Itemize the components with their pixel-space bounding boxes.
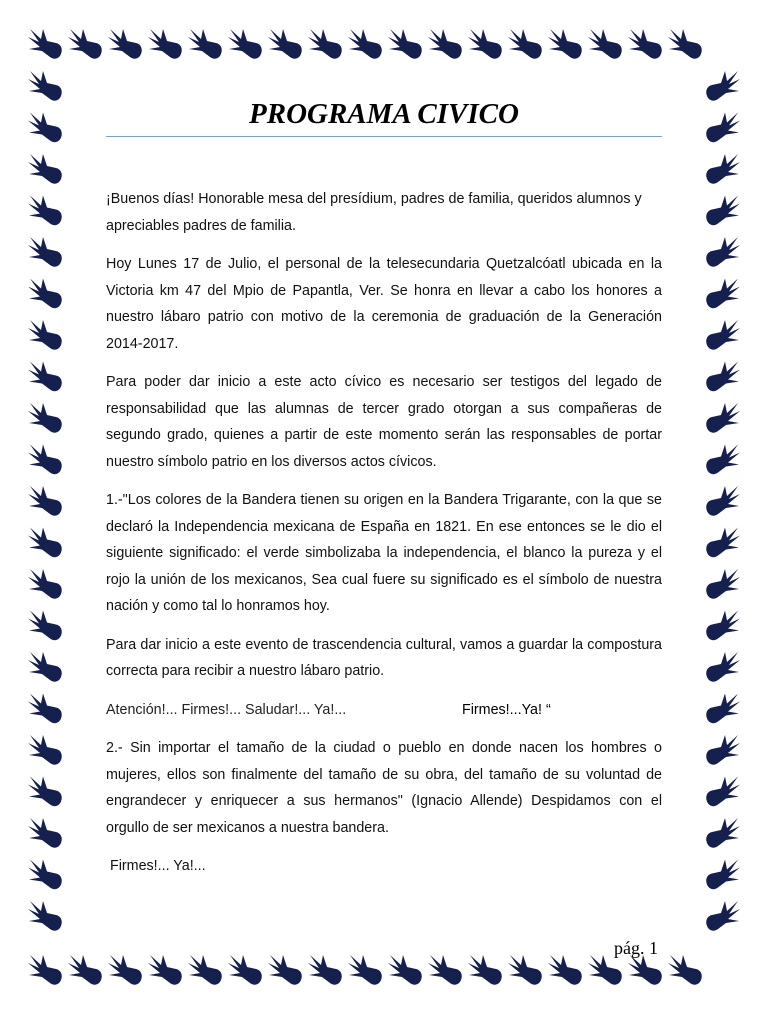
swallow-bird-icon [706,528,740,558]
swallow-bird-icon [108,29,142,59]
title-divider [106,136,662,137]
swallow-bird-icon [28,652,62,682]
swallow-bird-icon [668,955,702,985]
swallow-bird-icon [348,955,382,985]
swallow-bird-icon [706,735,740,765]
swallow-bird-icon [388,955,422,985]
swallow-bird-icon [28,611,62,641]
swallow-bird-icon [588,29,622,59]
swallow-bird-icon [28,569,62,599]
swallow-bird-icon [706,777,740,807]
greeting-paragraph: ¡Buenos días! Honorable mesa del presídium, padres de familia, queridos alumnos y apreciables padres de familia. [106,191,642,234]
swallow-bird-icon [388,29,422,59]
swallow-bird-icon [508,955,542,985]
closing-command: Firmes!... Ya!... [110,858,206,874]
swallow-bird-icon [28,818,62,848]
swallow-bird-icon [348,29,382,59]
swallow-bird-icon [28,735,62,765]
salute-commands [106,697,662,724]
swallow-bird-icon [706,71,740,101]
swallow-bird-icon [706,154,740,184]
swallow-bird-icon [188,955,222,985]
swallow-bird-icon [468,29,502,59]
swallow-bird-icon [668,29,702,59]
swallow-bird-icon [706,694,740,724]
swallow-bird-icon [28,955,62,985]
legacy-paragraph: Para poder dar inicio a este acto cívico es necesario ser testigos del legado de responsabilidad que las alumnas de tercer grado otorgan a sus compañeras de segundo grado, quienes a partir de este momento serán las responsables de portar nuestro símbolo patrio en los diversos actos cívicos. [106,374,662,470]
swallow-bird-icon [706,652,740,682]
swallow-bird-icon [108,955,142,985]
document-body [106,186,662,880]
swallow-bird-icon [28,29,62,59]
swallow-bird-icon [28,901,62,931]
page-number: pág. 1 [614,938,658,958]
swallow-bird-icon [706,901,740,931]
start-event-paragraph: Para dar inicio a este evento de trascendencia cultural, vamos a guardar la compostura correcta para recibir a nuestro lábaro patrio. [106,636,662,679]
swallow-bird-icon [268,955,302,985]
swallow-bird-icon [148,955,182,985]
flag-colors-paragraph: 1.-"Los colores de la Bandera tienen su origen en la Bandera Trigarante, con la que se declaró la Independencia mexicana de España en 1821. En ese entonces se le dio el siguiente significado: el verde simbolizaba la independencia, el blanco la pureza y el rojo la unión de los mexicanos, Sea cual fuere su significado es el símbolo de nuestra nación y como tal lo honramos hoy. [106,492,662,614]
swallow-bird-icon [428,955,462,985]
swallow-bird-icon [28,860,62,890]
swallow-bird-icon [28,403,62,433]
swallow-bird-icon [308,29,342,59]
salute-command-second: Firmes!...Ya! “ [462,701,551,718]
swallow-bird-icon [706,818,740,848]
document-page [106,96,662,874]
swallow-bird-icon [588,955,622,985]
swallow-bird-icon [706,320,740,350]
swallow-bird-icon [308,955,342,985]
allende-quote-paragraph: 2.- Sin importar el tamaño de la ciudad o pueblo en donde nacen los hombres o mujeres, ellos son finalmente del tamaño de su obra, del tamaño de su voluntad de engrandecer y enriquecer a sus hermanos" (Ignacio Allende) Despidamos con el orgullo de ser mexicanos a nuestra bandera. [106,740,662,836]
swallow-bird-icon [468,955,502,985]
swallow-bird-icon [428,29,462,59]
swallow-bird-icon [28,113,62,143]
salute-command-first: Atención!... Firmes!... Saludar!... Ya!... [106,701,347,718]
swallow-bird-icon [228,29,262,59]
swallow-bird-icon [706,362,740,392]
swallow-bird-icon [548,29,582,59]
swallow-bird-icon [706,113,740,143]
swallow-bird-icon [628,955,662,985]
swallow-bird-icon [706,569,740,599]
swallow-bird-icon [28,486,62,516]
swallow-bird-icon [188,29,222,59]
swallow-bird-icon [28,237,62,267]
swallow-bird-icon [706,279,740,309]
swallow-bird-icon [706,445,740,475]
swallow-bird-icon [148,29,182,59]
swallow-bird-icon [706,486,740,516]
swallow-bird-icon [68,29,102,59]
swallow-bird-icon [706,196,740,226]
page-title: PROGRAMA CIVICO [249,98,519,130]
swallow-bird-icon [508,29,542,59]
swallow-bird-icon [28,196,62,226]
swallow-bird-icon [28,694,62,724]
swallow-bird-icon [706,237,740,267]
swallow-bird-icon [68,955,102,985]
swallow-bird-icon [28,445,62,475]
swallow-bird-icon [706,611,740,641]
swallow-bird-icon [706,860,740,890]
swallow-bird-icon [706,403,740,433]
swallow-bird-icon [28,362,62,392]
swallow-bird-icon [268,29,302,59]
swallow-bird-icon [228,955,262,985]
swallow-bird-icon [28,528,62,558]
swallow-bird-icon [548,955,582,985]
swallow-bird-icon [28,71,62,101]
swallow-bird-icon [28,154,62,184]
swallow-bird-icon [28,279,62,309]
intro-paragraph: Hoy Lunes 17 de Julio, el personal de la telesecundaria Quetzalcóatl ubicada en la Victoria km 47 del Mpio de Papantla, Ver. Se honra en llevar a cabo los honores a nuestro lábaro patrio con motivo de la ceremonia de graduación de la Generación 2014-2017. [106,256,662,352]
swallow-bird-icon [28,320,62,350]
swallow-bird-icon [28,777,62,807]
swallow-bird-icon [628,29,662,59]
